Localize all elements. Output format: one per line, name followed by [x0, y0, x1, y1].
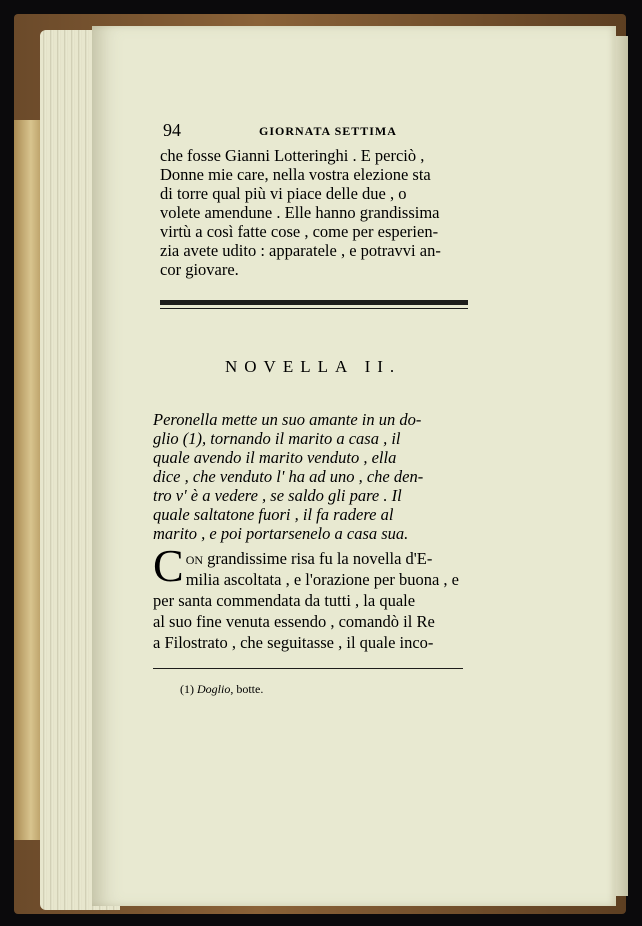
text-line: di torre qual più vi piace delle due , o: [160, 184, 407, 203]
summary-line: Peronella mette un suo amante in un do-: [153, 410, 422, 429]
summary-line: dice , che venduto l' ha ad uno , che den-: [153, 467, 424, 486]
running-title: GIORNATA SETTIMA: [259, 124, 397, 138]
drop-cap: C: [153, 540, 184, 591]
body-line: per santa commendata da tutti , la quale: [153, 591, 416, 610]
first-word-rest: on: [185, 549, 204, 568]
text-line: virtù a così fatte cose , come per esperien-: [160, 222, 439, 241]
body-line: grandissime risa fu la novella d'E-: [203, 549, 433, 568]
text-line: che fosse Gianni Lotteringhi . E perciò ,: [160, 146, 425, 165]
page-header: [163, 120, 483, 146]
text-line: Donne mie care, nella vostra elezione sta: [160, 165, 431, 184]
summary-line: quale avendo il marito venduto , ella: [153, 448, 397, 467]
footnote-gloss: , botte.: [230, 682, 264, 696]
section-divider-thin: [160, 308, 468, 309]
text-line: volete amendune . Elle hanno grandissima: [160, 203, 440, 222]
novella-title: NOVELLA II.: [225, 357, 402, 376]
text-line: cor giovare.: [160, 260, 239, 279]
footnote-rule: [153, 668, 463, 669]
summary-line: tro v' è a vedere , se saldo gli pare . Il: [153, 486, 402, 505]
section-divider-thick: [160, 300, 468, 305]
intro-paragraph: [160, 146, 580, 279]
summary-line: quale saltatone fuori , il fa radere al: [153, 505, 394, 524]
body-line: milia ascoltata , e l'orazione per buona , e: [185, 570, 459, 589]
novella-summary: [153, 410, 583, 543]
novella-body: [153, 540, 583, 653]
summary-line: marito , e poi portarsenelo a casa sua.: [153, 524, 409, 543]
cover-edge: [14, 120, 42, 840]
footnote-term: Doglio: [197, 682, 231, 696]
body-line: al suo fine venuta essendo , comandò il Re: [153, 612, 435, 631]
page-number: 94: [163, 120, 181, 140]
summary-line: glio (1), tornando il marito a casa , il: [153, 429, 401, 448]
page-right-edge: [616, 36, 628, 896]
footnote-marker: (1): [180, 682, 194, 696]
text-line: zia avete udito : apparatele , e potravvi an-: [160, 241, 441, 260]
footnote: [180, 682, 263, 697]
body-line: a Filostrato , che seguitasse , il quale inco-: [153, 633, 434, 652]
